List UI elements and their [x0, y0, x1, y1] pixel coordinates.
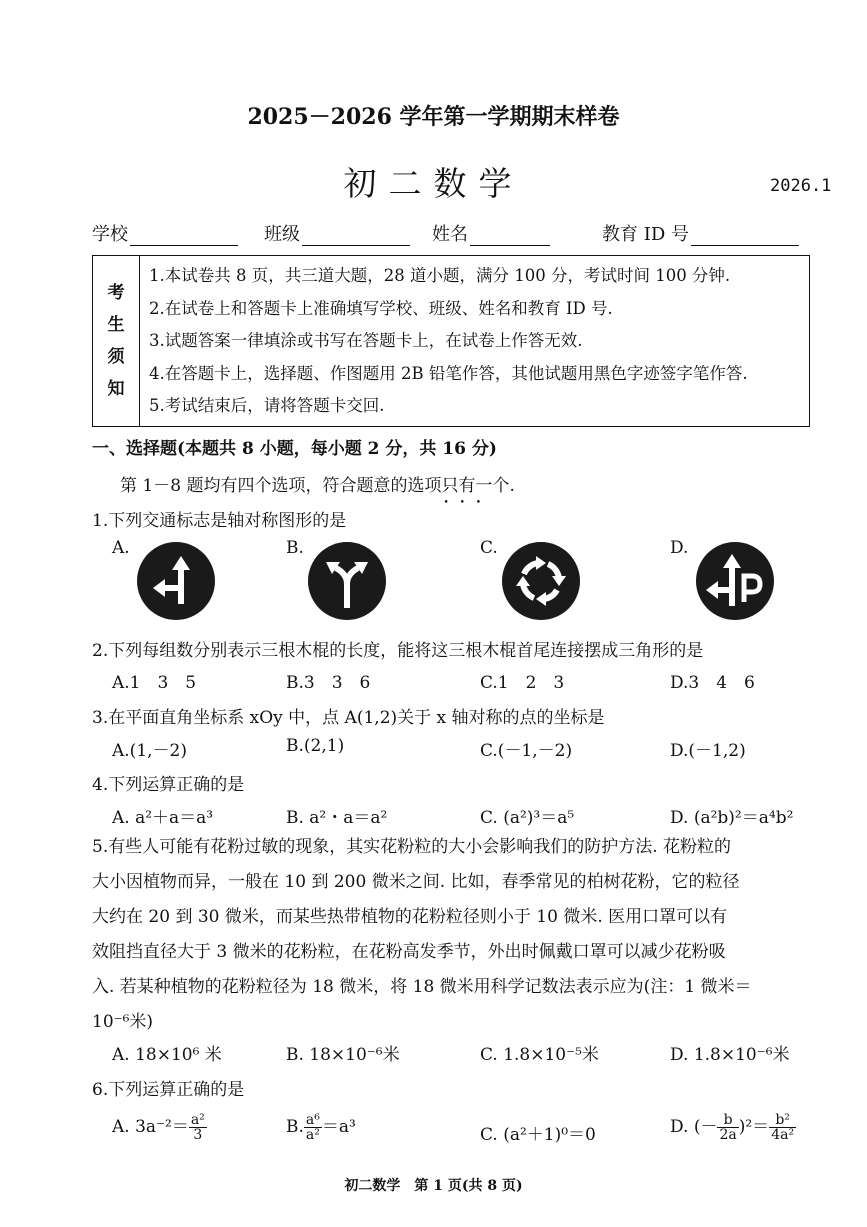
q1-option-a-label: A. [112, 538, 130, 558]
section-heading: 一、选择题(本题共 8 小题，每小题 2 分，共 16 分) [92, 439, 497, 459]
notice-item: 3.试题答案一律填涂或书写在答题卡上，在试卷上作答无效. [149, 331, 583, 350]
q3-option-d[interactable]: D.(－1,2) [670, 741, 746, 761]
school-label: 学校 [92, 224, 128, 245]
notice-label: 考 生 须 知 [93, 256, 140, 426]
q2-option-a[interactable]: A.1 3 5 [112, 673, 197, 693]
question-3-stem: 3.在平面直角坐标系 xOy 中，点 A(1,2)关于 x 轴对称的点的坐标是 [92, 708, 605, 728]
id-label: 教育 ID 号 [602, 224, 689, 245]
q4-option-b[interactable]: B. a²・a＝a² [286, 808, 388, 828]
q2-option-b[interactable]: B.3 3 6 [286, 673, 371, 693]
q4-option-d[interactable]: D. (a²b)²＝a⁴b² [670, 808, 794, 828]
q2-option-d[interactable]: D.3 4 6 [670, 673, 755, 693]
notice-list [149, 260, 748, 423]
q3-option-a[interactable]: A.(1,－2) [112, 741, 187, 761]
id-field[interactable] [602, 220, 799, 246]
question-5-stem: 5.有些人可能有花粉过敏的现象，其实花粉粒的大小会影响我们的防护方法. 花粉粒的 大小因植物而异，一般在 10 到 200 微米之间. 比如，春季常见的柏树花粉，它的粒径 大约在 20 到 30 微米，而某些热带植物的花粉粒径则小于 10 微米. 医用口罩可以有 效阻挡直径大于 3 微米的花粉粒，在花粉高发季节，外出时佩戴口罩可以减少花粉吸 入. 若某种植物的花粉粒径为 18 微米，将 18 微米用科学记数法表示应为(注：1 微米＝ 10⁻⁶米) [92, 837, 752, 1032]
question-1-stem: 1.下列交通标志是轴对称图形的是 [92, 511, 347, 531]
subject-title: 初二数学 [343, 164, 524, 203]
q1-option-c-label: C. [480, 538, 498, 558]
exam-notice-box [92, 255, 810, 427]
q5-option-d[interactable]: D. 1.8×10⁻⁶米 [670, 1045, 790, 1065]
q4-option-c[interactable]: C. (a²)³＝a⁵ [480, 808, 575, 828]
notice-item: 1.本试卷共 8 页，共三道大题，28 道小题，满分 100 分，考试时间 100 分钟. [149, 266, 731, 285]
question-2-stem: 2.下列每组数分别表示三根木棍的长度，能将这三根木棍首尾连接摆成三角形的是 [92, 641, 704, 661]
notice-item: 4.在答题卡上，选择题、作图题用 2B 铅笔作答，其他试题用黑色字迹签字笔作答. [149, 363, 748, 383]
exam-date: 2026.1 [770, 176, 832, 196]
q6-option-d[interactable]: D. (－ $\frac{b}{2a}$ )²＝ $\frac{\text{b²}}{\text{4a²}}$ [670, 1112, 795, 1143]
q2-option-c[interactable]: C.1 2 3 [480, 673, 565, 693]
name-label: 姓名 [432, 224, 468, 245]
q5-option-c[interactable]: C. 1.8×10⁻⁵米 [480, 1045, 599, 1065]
emphasized-text: 只有一 • • • [441, 471, 492, 496]
fork-sign-icon[interactable] [306, 540, 388, 622]
left-turn-sign-icon[interactable] [135, 540, 217, 622]
class-label: 班级 [264, 224, 300, 245]
school-field[interactable] [92, 220, 238, 246]
q5-option-a[interactable]: A. 18×10⁶ 米 [112, 1045, 222, 1065]
notice-item: 2.在试卷上和答题卡上准确填写学校、班级、姓名和教育 ID 号. [149, 298, 613, 318]
question-4-stem: 4.下列运算正确的是 [92, 775, 245, 795]
q6-option-c[interactable]: C. (a²＋1)⁰＝0 [480, 1125, 596, 1145]
section-instructions: 第 1－8 题均有四个选项，符合题意的选项只有一 • • •个. [120, 471, 515, 496]
q1-option-d-label: D. [670, 538, 689, 558]
q5-option-b[interactable]: B. 18×10⁻⁶米 [286, 1045, 400, 1065]
roundabout-sign-icon[interactable] [500, 540, 582, 622]
exam-title: 2025－2026 学年第一学期期末样卷 [247, 104, 620, 130]
name-field[interactable] [432, 220, 550, 246]
q3-option-c[interactable]: C.(－1,－2) [480, 741, 573, 761]
class-field[interactable] [264, 220, 410, 246]
page-footer: 初二数学 第 1 页(共 8 页) [344, 1178, 523, 1194]
q3-option-b[interactable]: B.(2,1) [286, 736, 345, 756]
straight-or-left-parking-sign-icon[interactable] [694, 540, 776, 622]
q1-option-b-label: B. [286, 538, 304, 558]
q6-option-a[interactable]: A. 3a⁻²＝ $\frac{\text{a²}}{3}$ [112, 1112, 205, 1143]
notice-item: 5.考试结束后，请将答题卡交回. [149, 396, 385, 415]
student-info-row [92, 220, 812, 248]
question-6-stem: 6.下列运算正确的是 [92, 1080, 245, 1100]
q6-option-b[interactable]: B. $\frac{\text{a⁶}}{\text{a²}}$ ＝a³ [286, 1112, 356, 1143]
q4-option-a[interactable]: A. a²＋a＝a³ [112, 808, 214, 828]
